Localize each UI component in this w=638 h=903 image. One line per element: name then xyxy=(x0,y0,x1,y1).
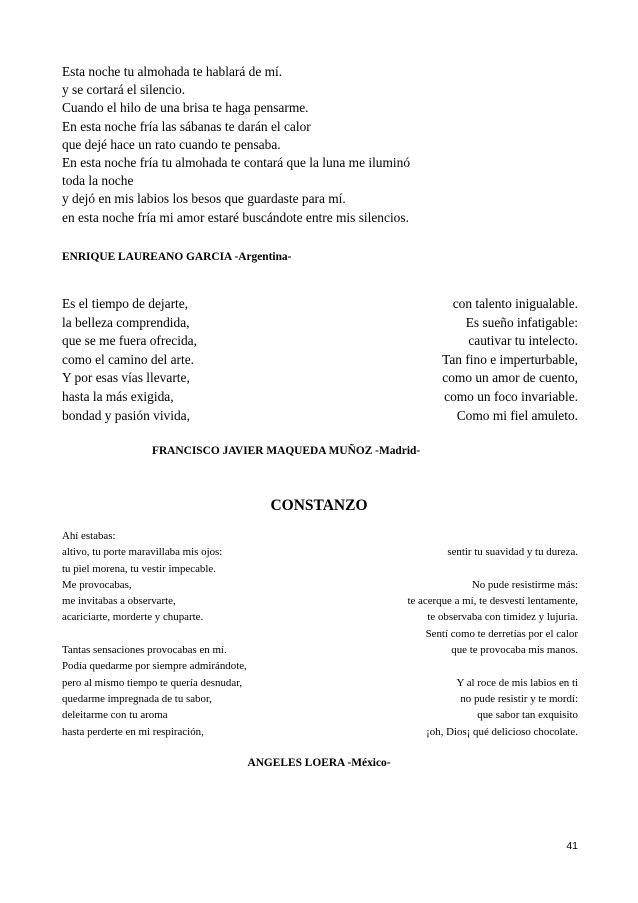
poem-line: En esta noche fría las sábanas te darán el calor xyxy=(62,118,311,134)
poem-column-left xyxy=(62,528,247,740)
poem-line: Cuando el hilo de una brisa te haga pensarme. xyxy=(62,100,309,116)
poem-line: toda la noche xyxy=(62,173,134,189)
poem-column-right xyxy=(407,528,578,740)
poem-line: que se me fuera ofrecida, xyxy=(62,333,197,349)
poem-line: Y por esas vías llevarte, xyxy=(62,370,190,386)
poem-line: y dejó en mis labios los besos que guardaste para mí. xyxy=(62,191,346,207)
poem-line: hasta perderte en mi respiración, xyxy=(62,725,204,738)
poem-line: Tantas sensaciones provocabas en mí. xyxy=(62,644,227,657)
poem-line: Me provocabas, xyxy=(62,578,132,591)
poem-constanzo xyxy=(62,528,578,743)
poem-line: pero al mismo tiempo te quería desnudar, xyxy=(62,676,243,689)
poem-line: como un foco invariable. xyxy=(444,388,578,404)
poem-line: cautivar tu intelecto. xyxy=(468,333,578,349)
poem-line: Sentí como te derretías por el calor xyxy=(425,627,578,640)
poem-column-left xyxy=(62,295,197,425)
poem-line: que te provocaba mis manos. xyxy=(451,644,578,657)
poem-author-angeles: ANGELES LOERA -México- xyxy=(247,757,391,769)
poem-enrique xyxy=(62,63,582,227)
poem-line: como el camino del arte. xyxy=(62,351,194,367)
poem-line: que dejé hace un rato cuando te pensaba. xyxy=(62,136,281,152)
poem-line: la belleza comprendida, xyxy=(62,314,190,330)
poem-line: Es el tiempo de dejarte, xyxy=(62,296,189,311)
poem-line xyxy=(62,626,247,642)
poem-line: y se cortará el silencio. xyxy=(62,82,186,98)
poem-line: tu piel morena, tu vestir impecable. xyxy=(62,562,216,575)
poem-line: quedarme impregnada de tu sabor, xyxy=(62,692,212,705)
poem-line: altivo, tu porte maravillaba mis ojos: xyxy=(62,546,223,559)
poem-line xyxy=(407,528,578,544)
poem-line: Esta noche tu almohada te hablará de mí. xyxy=(62,64,283,79)
poem-line: Es sueño infatigable: xyxy=(465,314,578,330)
poem-line: hasta la más exigida, xyxy=(62,388,174,404)
poem-line: Podía quedarme por siempre admirándote, xyxy=(62,660,247,673)
page-number: 41 xyxy=(566,840,578,852)
poem-line: no pude resistir y te mordí: xyxy=(460,692,578,705)
poem-line: te observaba con timidez y lujuria. xyxy=(427,611,578,624)
poem-line: bondad y pasión vivida, xyxy=(62,407,190,423)
poem-line: deleitarme con tu aroma xyxy=(62,709,168,722)
poem-line: En esta noche fría tu almohada te contará que la luna me iluminó xyxy=(62,154,411,170)
poem-line: No pude resistirme más: xyxy=(471,578,578,591)
poem-line: como un amor de cuento, xyxy=(442,370,578,386)
poem-line xyxy=(407,561,578,577)
poem-line: ¡oh, Dios¡ qué delicioso chocolate. xyxy=(426,725,578,738)
poem-line: sentir tu suavidad y tu dureza. xyxy=(447,546,578,559)
poem-column-right xyxy=(442,295,578,425)
poem-line: Como mi fiel amuleto. xyxy=(456,407,578,423)
poem-author-enrique: ENRIQUE LAUREANO GARCIA -Argentina- xyxy=(62,251,292,263)
poem-line: acariciarte, morderte y chuparte. xyxy=(62,611,204,624)
poem-line xyxy=(407,658,578,674)
poem-line: que sabor tan exquisito xyxy=(477,709,578,722)
poem-line: en esta noche fría mi amor estaré buscándote entre mis silencios. xyxy=(62,209,409,225)
poem-line: me invitabas a observarte, xyxy=(62,595,176,608)
poem-author-francisco: FRANCISCO JAVIER MAQUEDA MUÑOZ -Madrid- xyxy=(152,445,421,457)
poem-line: Y al roce de mis labios en ti xyxy=(456,676,578,689)
poem-line: Ahí estabas: xyxy=(62,530,116,542)
poem-line: te acerque a mí, te desvestí lentamente, xyxy=(407,595,578,608)
poem-line: Tan fino e imperturbable, xyxy=(442,351,578,367)
poem-francisco xyxy=(62,295,578,431)
poem-line: con talento inigualable. xyxy=(452,296,578,311)
poem-title-constanzo: CONSTANZO xyxy=(270,497,368,514)
